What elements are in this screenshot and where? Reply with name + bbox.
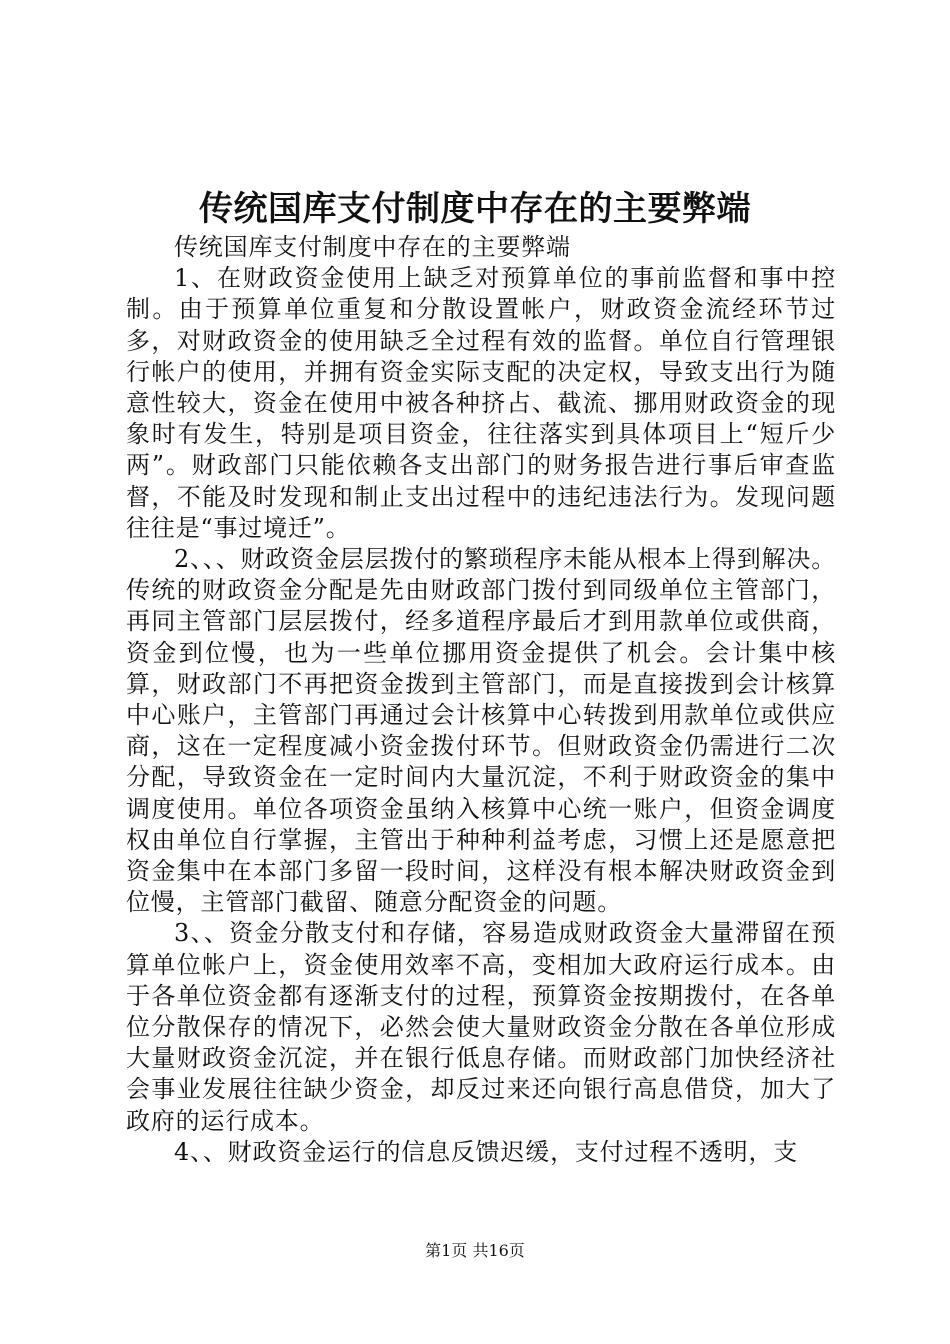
document-body bbox=[126, 232, 836, 1168]
document-title: 传统国库支付制度中存在的主要弊端 bbox=[199, 189, 751, 229]
body-paragraph-4: 4、、财政资金运行的信息反馈迟缓，支付过程不透明，支 bbox=[174, 1137, 799, 1166]
page-footer: 第1页 共16页 bbox=[425, 1241, 525, 1260]
body-paragraph-2: 2、、、财政资金层层拨付的繁琐程序未能从根本上得到解决。传统的财政资金分配是先由财政部门拨付到同级单位主管部门，再同主管部门层层拨付，经多道程序最后才到用款单位或供商，资金到位慢，也为一些单位挪用资金提供了机会。会计集中核算，财政部门不再把资金拨到主管部门，而是直接拨到会计核算中心账户，主管部门再通过会计核算中心转拨到用款单位或供应商，这在一定程度减小资金拨付环节。但财政资金仍需进行二次分配，导致资金在一定时间内大量沉淀，不利于财政资金的集中调度使用。单位各项资金虽纳入核算中心统一账户，但资金调度权由单位自行掌握，主管出于种种利益考虑，习惯上还是愿意把资金集中在本部门多留一段时间，这样没有根本解决财政资金到位慢，主管部门截留、随意分配资金的问题。 bbox=[126, 545, 836, 917]
body-paragraph-3: 3、、资金分散支付和存储，容易造成财政资金大量滞留在预算单位帐户上，资金使用效率不高，变相加大政府运行成本。由于各单位资金都有逐渐支付的过程，预算资金按期拨付，在各单位分散保存的情况下，必然会使大量财政资金分散在各单位形成大量财政资金沉淀，并在银行低息存储。而财政部门加快经济社会事业发展往往缺少资金，却反过来还向银行高息借贷，加大了政府的运行成本。 bbox=[126, 919, 836, 1135]
body-paragraph-heading: 传统国库支付制度中存在的主要弊端 bbox=[174, 233, 571, 261]
body-paragraph-1: 1、在财政资金使用上缺乏对预算单位的事前监督和事中控制。由于预算单位重复和分散设置帐户，财政资金流经环节过多，对财政资金的使用缺乏全过程有效的监督。单位自行管理银行帐户的使用，并拥有资金实际支配的决定权，导致支出行为随意性较大，资金在使用中被各种挤占、截流、挪用财政资金的现象时有发生，特别是项目资金，往往落实到具体项目上“短斤少两”。财政部门只能依赖各支出部门的财务报告进行事后审查监督，不能及时发现和制止支出过程中的违纪违法行为。发现问题往往是“事过境迁”。 bbox=[126, 264, 836, 542]
